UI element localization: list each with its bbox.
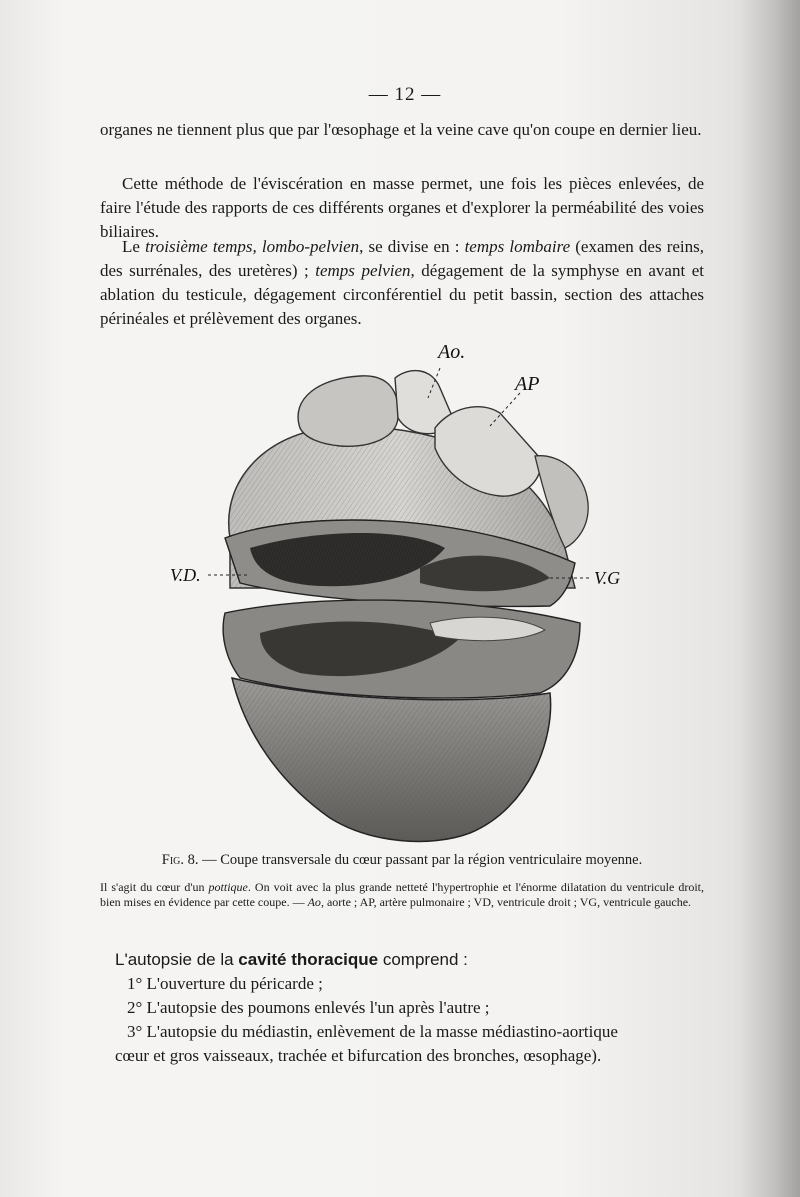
caption-part: Il s'agit du cœur d'un: [100, 880, 209, 894]
p3-part: Le: [122, 237, 146, 256]
p3-italic-phrase: troisième temps, lombo-pelvien: [145, 237, 360, 256]
figure-number: Fig. 8.: [161, 852, 199, 868]
list-item-3-continuation: cœur et gros vaisseaux, trachée et bifurcation des bronches, œsophage).: [115, 1046, 602, 1065]
caption-italic-pottique: pottique: [208, 880, 248, 894]
paragraph-3: [100, 235, 704, 331]
list-item-3: 3° L'autopsie du médiastin, enlèvement de la masse médiastino-aortique: [127, 1022, 618, 1041]
thoracic-section-intro: [115, 948, 715, 972]
paragraph-2-text: Cette méthode de l'éviscération en masse permet, une fois les pièces enlevées, de faire l'étude des rapports de ces différents organes et d'explorer la perméabilité des voies biliaires.: [100, 174, 704, 241]
p3-italic-pelvien: temps pelvien: [315, 261, 411, 280]
intro-part: L'autopsie de la: [115, 950, 239, 969]
caption-italic-ao: Ao: [307, 895, 321, 909]
paragraph-2: [100, 172, 704, 244]
paragraph-1: [100, 118, 704, 142]
auricle-shape: [298, 376, 398, 446]
figure-title: — Coupe transversale du cœur passant par la région ventriculaire moyenne.: [198, 852, 643, 868]
label-vd: V.D.: [170, 565, 201, 585]
paragraph-3-text: [100, 235, 704, 331]
caption-part: , aorte ; AP, artère pulmonaire ; VD, ventricule droit ; VG, ventricule gauche.: [320, 895, 692, 909]
p3-italic-lombaire: temps lombaire: [464, 237, 571, 256]
label-ap: AP: [515, 373, 540, 395]
list-item-1: 1° L'ouverture du péricarde ;: [127, 974, 323, 993]
intro-bold-term: cavité thoracique: [238, 950, 379, 969]
p3-part: , dégagement de la symphyse en avant et ablation du testicule, dégagement circonférentiel du petit bassin, section des attaches périnéales et prélèvement des organes.: [100, 261, 704, 328]
label-ao: Ao.: [438, 341, 466, 363]
page-edge-shadow: [740, 0, 800, 1197]
page-number: — 12 —: [368, 84, 442, 105]
heart-engraving: [170, 338, 640, 848]
label-vg: V.G: [594, 568, 621, 588]
list-item-2: 2° L'autopsie des poumons enlevés l'un après l'autre ;: [127, 998, 490, 1017]
figure-caption-body: [100, 880, 704, 910]
intro-part: comprend :: [378, 950, 468, 969]
figure-caption-title: [100, 852, 704, 869]
p3-part: , se divise en :: [359, 237, 465, 256]
caption-part: . On voit avec la plus grande netteté l'hypertrophie et l'énorme dilatation du ventricule droit, bien mises en évidence par cette coupe. —: [100, 880, 704, 909]
p3-part: (examen des reins, des surrénales, des uretères) ;: [100, 237, 704, 280]
thoracic-steps-list: [115, 972, 715, 1068]
paragraph-1-text: organes ne tiennent plus que par l'œsophage et la veine cave qu'on coupe en dernier lieu.: [100, 120, 702, 139]
heart-illustration: [170, 338, 640, 848]
